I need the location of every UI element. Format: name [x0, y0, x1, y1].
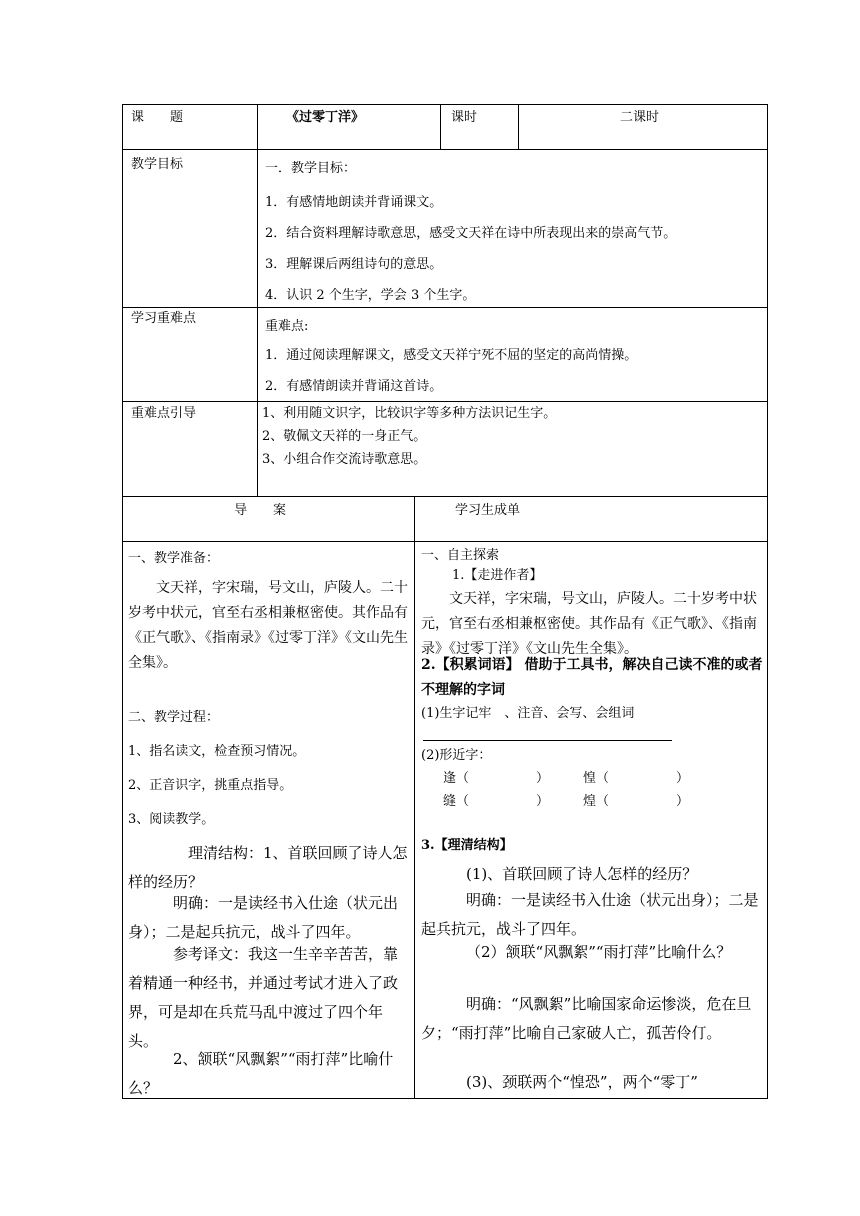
period-label: 课时: [451, 110, 478, 125]
similar-char: 煌（: [583, 794, 610, 809]
guidance-item: 1、利用随文识字，比较识字等多种方法识记生字。: [262, 406, 557, 421]
right-answer: 明确：“风飘絮”比喻国家命运惨淡，危在旦夕；“雨打萍”比喻自己家破人亡，孤苦伶仃。: [421, 995, 752, 1042]
guidance-item: 3、小组合作交流诗歌意思。: [262, 452, 427, 467]
process-title: 二、教学过程：: [128, 710, 220, 725]
left-column-header: 导 案: [234, 503, 287, 518]
difficulty-item: 2．有感情朗读并背诵这首诗。: [265, 379, 443, 394]
similar-close: ）: [676, 794, 690, 809]
difficulties-title: 重难点:: [265, 319, 309, 334]
process-step: 1、指名读文，检查预习情况。: [128, 744, 306, 759]
topic-label: 课 题: [131, 110, 184, 125]
objective-item: 4．认识 2 个生字，学会 3 个生字。: [265, 288, 476, 303]
difficulty-item: 1．通过阅读理解课文，感受文天祥宁死不屈的坚定的高尚情操。: [265, 348, 638, 363]
right-question: (3)、颈联两个“惶恐”，两个“零丁”: [466, 1073, 698, 1091]
table-border: [518, 104, 519, 150]
words-item: (1)生字记牢 、注音、会写、会组词: [421, 706, 635, 721]
table-border: [440, 104, 441, 150]
table-border: [122, 149, 768, 150]
objectives-title: 一．教学目标：: [265, 161, 357, 176]
words-item: (2)形近字：: [421, 748, 492, 763]
structure-question: 理清结构：1、首联回顾了诗人怎样的经历？: [128, 844, 408, 891]
objective-item: 1．有感情地朗读并背诵课文。: [265, 195, 443, 210]
objectives-label: 教学目标: [131, 157, 184, 172]
prep-text: 文天祥，字宋瑞，号文山，庐陵人。二十岁考中状元，官至右丞相兼枢密使。其作品有《正气歌》、《指南录》《过零丁洋》《文山先生全集》。: [128, 580, 408, 671]
similar-close: ）: [536, 771, 550, 786]
objective-item: 2．结合资料理解诗歌意思，感受文天祥在诗中所表现出来的崇高气节。: [265, 226, 677, 241]
author-title: 1.【走进作者】: [452, 568, 543, 583]
table-border: [122, 496, 768, 497]
table-border: [122, 541, 768, 542]
similar-char: 惶（: [583, 771, 610, 786]
process-step: 3、阅读教学。: [128, 812, 215, 827]
period-value: 二课时: [620, 110, 660, 125]
table-border: [257, 104, 258, 497]
similar-close: ）: [676, 771, 690, 786]
question-two: 2、颔联“风飘絮”“雨打萍”比喻什么？: [128, 1050, 394, 1097]
difficulties-label: 学习重难点: [131, 311, 197, 326]
right-column-header: 学习生成单: [455, 503, 521, 518]
right-question: （2）颔联“风飘絮”“雨打萍”比喻什么？: [466, 943, 732, 961]
answer-blank-line: [423, 740, 672, 741]
prep-title: 一、教学准备：: [128, 551, 220, 566]
similar-char: 缝（: [443, 794, 470, 809]
table-border: [122, 104, 123, 1099]
process-step: 2、正音识字，挑重点指导。: [128, 778, 293, 793]
reference-translation: 参考译文：我这一生辛辛苦苦，靠着精通一种经书，并通过考试才进入了政界，可是却在兵荒马乱中渡过了四个年头。: [128, 945, 399, 1050]
table-border: [767, 104, 768, 1099]
objective-item: 3．理解课后两组诗句的意思。: [265, 257, 443, 272]
table-border: [414, 496, 415, 1099]
similar-char: 逢（: [443, 771, 470, 786]
similar-close: ）: [536, 794, 550, 809]
words-title: 2.【积累词语】 借助于工具书，解决自己读不准的或者不理解的字词: [421, 657, 763, 698]
guidance-item: 2、敬佩文天祥的一身正气。: [262, 429, 427, 444]
right-answer: 明确：一是读经书入仕途（状元出身）；二是起兵抗元，战斗了四年。: [421, 891, 759, 938]
structure-title: 3.【理清结构】: [421, 838, 513, 853]
table-border: [122, 307, 768, 308]
author-text: 文天祥，字宋瑞，号文山，庐陵人。二十岁考中状元，官至右丞相兼枢密使。其作品有《正气歌》、《指南录》《过零丁洋》《文山先生全集》。: [421, 591, 757, 657]
explore-title: 一、自主探索: [421, 548, 500, 563]
guidance-label: 重难点引导: [131, 406, 197, 421]
structure-answer: 明确：一是读经书入仕途（状元出身）；二是起兵抗元，战斗了四年。: [128, 894, 399, 941]
topic-value: 《过零丁洋》: [286, 110, 365, 125]
table-border: [122, 401, 768, 402]
right-question: (1)、首联回顾了诗人怎样的经历？: [466, 865, 698, 883]
table-border: [122, 104, 768, 105]
